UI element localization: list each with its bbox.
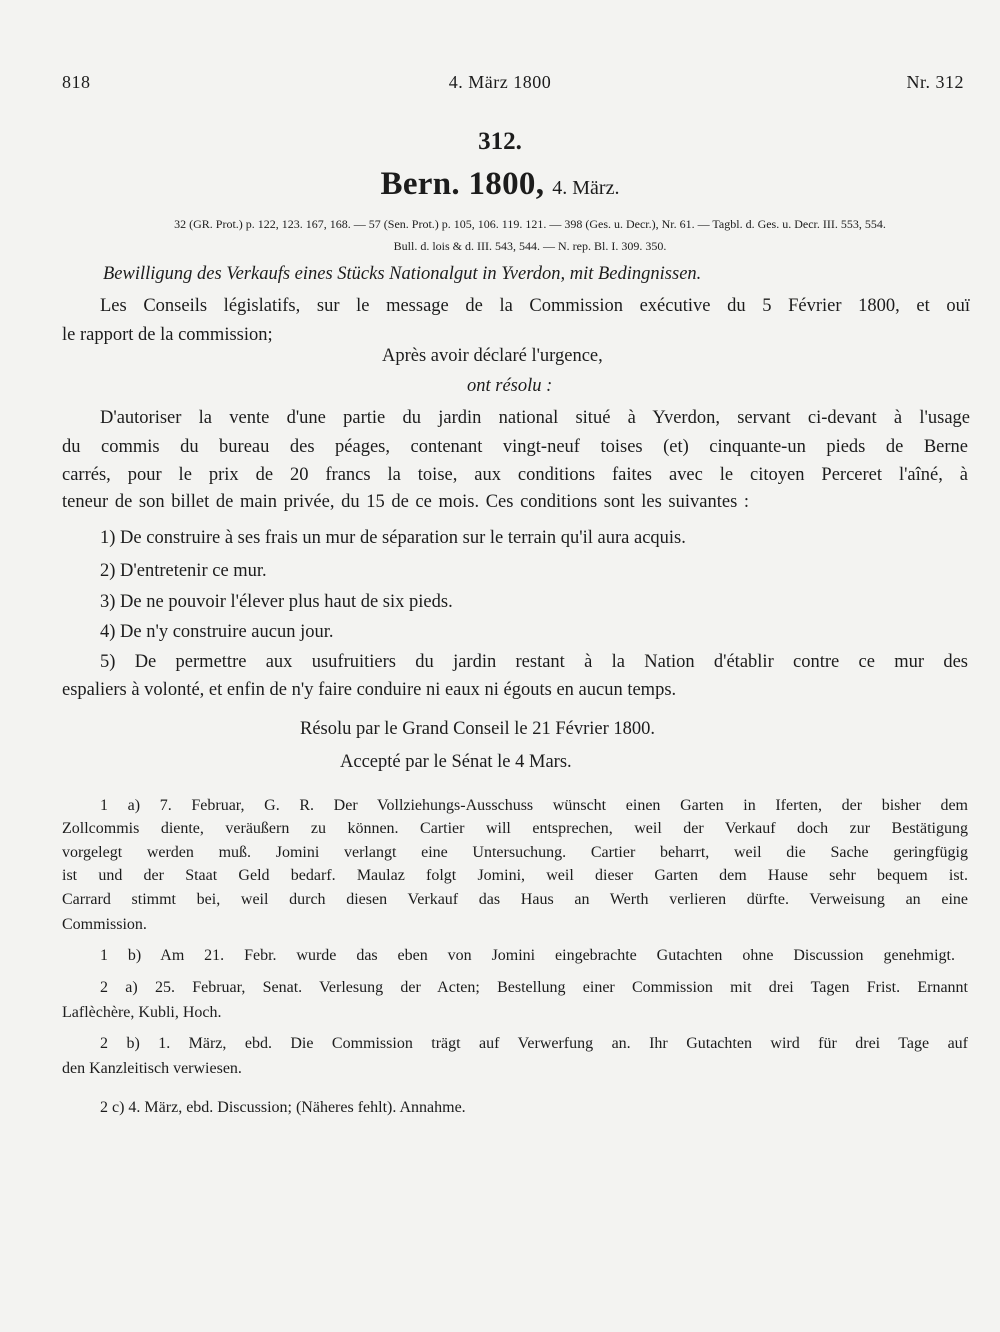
resolution-grand-conseil: Résolu par le Grand Conseil le 21 Février 1800.: [300, 719, 656, 739]
title-place-year: Bern. 1800,: [380, 166, 545, 202]
note-line: 2 c) 4. März, ebd. Discussion; (Näheres fehlt). Annahme.: [100, 1099, 466, 1116]
condition-item: 4) De n'y construire aucun jour.: [100, 622, 334, 642]
note-line: 1 b) Am 21. Febr. wurde das eben von Jomini eingebrachte Gutachten ohne Discussion genehmigt.: [100, 947, 955, 964]
condition-item: 1) De construire à ses frais un mur de séparation sur le terrain qu'il aura acquis.: [100, 528, 686, 548]
note-line: den Kanzleitisch verwiesen.: [62, 1060, 242, 1077]
note-line: 2 b) 1. März, ebd. Die Commission trägt auf Verwerfung an. Ihr Gutachten wird für drei Tage auf: [100, 1035, 968, 1052]
running-number: Nr. 312: [906, 72, 964, 92]
document-number: 312.: [478, 128, 522, 155]
references-line-1: 32 (GR. Prot.) p. 122, 123. 167, 168. — 57 (Sen. Prot.) p. 105, 106. 119. 121. — 398 (Ges. u. Decr.), Nr. 61. — Tagbl. d. Ges. u. Decr. III. 553, 554.: [174, 217, 886, 231]
note-line: Carrard stimmt bei, weil durch diesen Verkauf das Haus an Werth verlieren dürfte. Verweisung an eine: [62, 891, 968, 908]
acceptance-senat: Accepté par le Sénat le 4 Mars.: [340, 752, 572, 772]
title-date: 4. März.: [552, 177, 620, 199]
condition-item: 3) De ne pouvoir l'élever plus haut de six pieds.: [100, 592, 453, 612]
urgence-line: Après avoir déclaré l'urgence,: [382, 346, 603, 366]
note-line: ist und der Staat Geld bedarf. Maulaz folgt Jomini, weil dieser Garten dem Hause sehr bequem ist.: [62, 867, 968, 884]
note-line: 2 a) 25. Februar, Senat. Verlesung der Acten; Bestellung einer Commission mit drei Tagen Frist. Ernannt: [100, 979, 968, 996]
running-date: 4. März 1800: [448, 72, 552, 92]
note-line: Zollcommis diente, veräußern zu können. Cartier will entsprechen, weil der Verkauf doch zur Bestätigung: [62, 820, 968, 837]
document-subtitle: Bewilligung des Verkaufs eines Stücks Nationalgut in Yverdon, mit Bedingnissen.: [103, 264, 702, 284]
document-title: [0, 166, 1000, 203]
note-line: Commission.: [62, 916, 147, 933]
body-line: teneur de son billet de main privée, du 15 de ce mois. Ces conditions sont les suivantes :: [62, 492, 750, 512]
note-line: vorgelegt werden muß. Jomini verlangt eine Untersuchung. Cartier beharrt, weil die Sache geringfügig: [62, 844, 968, 861]
page-number: 818: [62, 72, 91, 92]
resolu-line: ont résolu :: [467, 376, 553, 396]
note-line: 1 a) 7. Februar, G. R. Der Vollziehungs-Ausschuss wünscht einen Garten in Iferten, der bisher dem: [100, 797, 968, 814]
note-line: Laflèchère, Kubli, Hoch.: [62, 1004, 222, 1021]
body-line: Les Conseils législatifs, sur le message de la Commission exécutive du 5 Février 1800, et ouï: [100, 296, 970, 316]
condition-item: 5) De permettre aux usufruitiers du jardin restant à la Nation d'établir contre ce mur des: [100, 652, 968, 672]
references-line-2: Bull. d. lois & d. III. 543, 544. — N. rep. Bl. I. 309. 350.: [393, 239, 667, 253]
body-line: le rapport de la commission;: [62, 325, 273, 345]
body-line: carrés, pour le prix de 20 francs la toise, aux conditions faites avec le citoyen Perceret l'aîné, à: [62, 465, 968, 485]
condition-item: 2) D'entretenir ce mur.: [100, 561, 267, 581]
body-line: du commis du bureau des péages, contenant vingt-neuf toises (et) cinquante-un pieds de Berne: [62, 437, 968, 457]
body-line: D'autoriser la vente d'une partie du jardin national situé à Yverdon, servant ci-devant à l'usage: [100, 408, 970, 428]
condition-item: espaliers à volonté, et enfin de n'y faire conduire ni eaux ni égouts en aucun temps.: [62, 680, 677, 700]
